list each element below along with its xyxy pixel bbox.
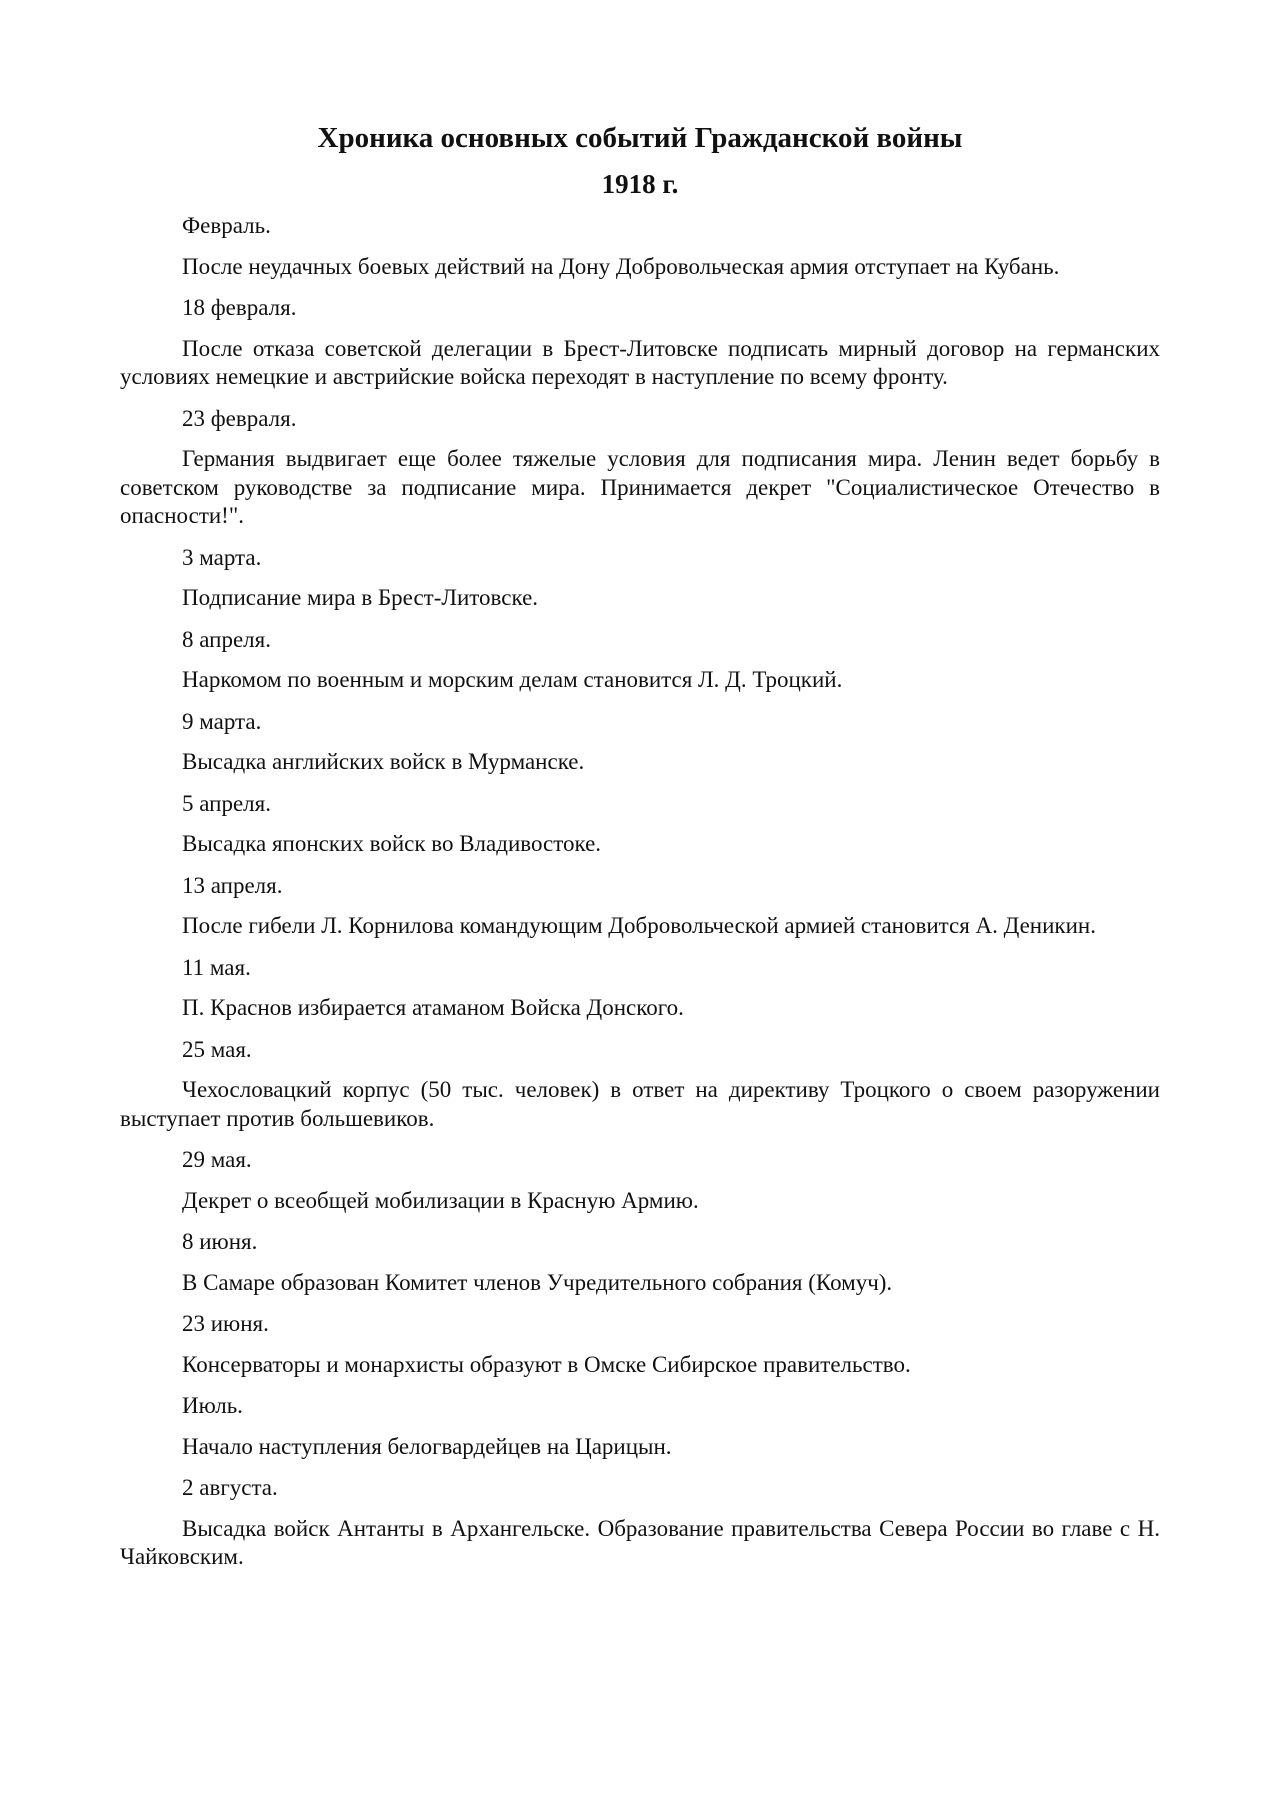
chronicle-entry <box>120 872 1160 941</box>
entry-text: Подписание мира в Брест-Литовске. <box>182 585 539 610</box>
entry-date: 23 июня. <box>182 1311 269 1336</box>
entry-date: Июль. <box>182 1393 243 1418</box>
chronicle-entries <box>120 212 1160 1572</box>
entry-text: В Самаре образован Комитет членов Учредительного собрания (Комуч). <box>182 1269 893 1295</box>
chronicle-entry <box>120 1228 1160 1297</box>
entry-date: 29 мая. <box>182 1147 252 1172</box>
entry-text: После отказа советской делегации в Брест-Литовске подписать мирный договор на германских условиях немецкие и австрийские войска переходят в наступление по всему фронту. <box>120 335 1160 389</box>
entry-date: 3 марта. <box>182 544 262 570</box>
chronicle-entry <box>120 626 1160 695</box>
entry-date: Февраль. <box>182 213 271 238</box>
entry-text: Высадка войск Антанты в Архангельске. Образование правительства Севера России во главе с Н. Чайковским. <box>120 1515 1160 1569</box>
entry-text: Германия выдвигает еще более тяжелые условия для подписания мира. Ленин ведет борьбу в советском руководстве за подписание мира. Принимается декрет "Социалистическое Отечество в опасности!". <box>120 446 1160 528</box>
entry-text: Высадка английских войск в Мурманске. <box>182 749 585 774</box>
chronicle-entry <box>120 790 1160 859</box>
entry-text: Наркомом по военным и морским делам становится Л. Д. Троцкий. <box>182 667 843 692</box>
entry-date: 11 мая. <box>182 954 251 980</box>
entry-text: Начало наступления белогвардейцев на Царицын. <box>182 1433 672 1459</box>
document-page <box>120 118 1160 1585</box>
entry-text: После неудачных боевых действий на Дону Добровольческая армия отступает на Кубань. <box>182 253 1060 279</box>
entry-text: После гибели Л. Корнилова командующим Добровольческой армией становится А. Деникин. <box>182 913 1096 938</box>
entry-date: 23 февраля. <box>182 405 297 431</box>
entry-date: 18 февраля. <box>182 295 297 320</box>
chronicle-entry <box>120 405 1160 531</box>
entry-date: 9 марта. <box>182 708 262 734</box>
entry-date: 2 августа. <box>182 1475 278 1500</box>
entry-text: Консерваторы и монархисты образуют в Омске Сибирское правительство. <box>182 1351 911 1377</box>
chronicle-entry <box>120 1036 1160 1134</box>
chronicle-entry <box>120 544 1160 613</box>
entry-date: 8 июня. <box>182 1229 258 1254</box>
chronicle-entry <box>120 954 1160 1023</box>
entry-date: 25 мая. <box>182 1036 252 1062</box>
entry-date: 8 апреля. <box>182 626 271 652</box>
entry-text: Декрет о всеобщей мобилизации в Красную Армию. <box>182 1187 699 1213</box>
chronicle-entry <box>120 1310 1160 1379</box>
chronicle-entry <box>120 212 1160 281</box>
document-year-heading: 1918 г. <box>601 169 679 199</box>
chronicle-entry <box>120 1474 1160 1572</box>
chronicle-entry <box>120 294 1160 392</box>
entry-date: 5 апреля. <box>182 790 271 816</box>
entry-text: Чехословацкий корпус (50 тыс. человек) в ответ на директиву Троцкого о своем разоружении выступает против большевиков. <box>120 1077 1160 1131</box>
document-title: Хроника основных событий Гражданской войны <box>317 122 963 154</box>
entry-text: П. Краснов избирается атаманом Войска Донского. <box>182 995 684 1020</box>
chronicle-entry <box>120 1392 1160 1461</box>
entry-text: Высадка японских войск во Владивостоке. <box>182 831 602 856</box>
chronicle-entry <box>120 1146 1160 1215</box>
chronicle-entry <box>120 708 1160 777</box>
entry-date: 13 апреля. <box>182 872 283 898</box>
